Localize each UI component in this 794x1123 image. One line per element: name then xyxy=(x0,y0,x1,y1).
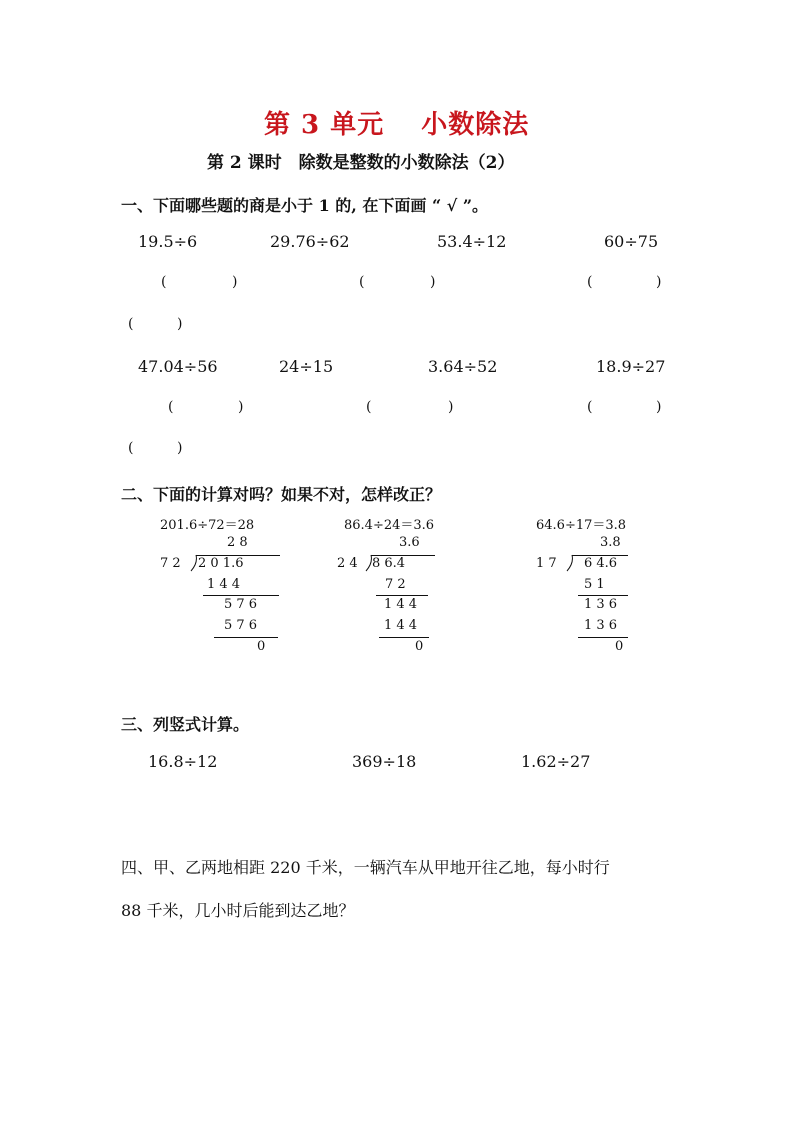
problem-2-4: 18.9÷27 xyxy=(596,357,666,376)
division-bracket-icon xyxy=(566,554,574,572)
division-bracket-icon xyxy=(190,554,198,572)
answer-paren-close: ) xyxy=(232,274,238,290)
section3-heading: 三、列竖式计算。 xyxy=(121,715,250,734)
vertical-calc-problem-1: 16.8÷12 xyxy=(148,752,218,771)
answer-paren-open: ( xyxy=(128,440,134,456)
calc3-remainder: 0 xyxy=(615,639,624,654)
answer-paren-open: ( xyxy=(587,274,593,290)
calc1-step: 5 7 6 xyxy=(224,597,258,612)
calc3-equation: 64.6÷17＝3.8 xyxy=(536,518,627,533)
answer-paren-open: ( xyxy=(161,274,167,290)
word-problem-line2: 88 千米，几小时后能到达乙地？ xyxy=(121,901,355,920)
section2-heading: 二、下面的计算对吗？如果不对，怎样改正？ xyxy=(121,485,442,504)
problem-1-2: 29.76÷62 xyxy=(270,232,350,251)
answer-paren-close: ) xyxy=(448,399,454,415)
vertical-calc-problem-2: 369÷18 xyxy=(352,752,417,771)
answer-paren-open: ( xyxy=(366,399,372,415)
calc1-divisor: 7 2 xyxy=(160,556,181,571)
word-problem-line1: 四、甲、乙两地相距 220 千米，一辆汽车从甲地开往乙地，每小时行 xyxy=(121,858,610,877)
page-title: 第 3 单元 小数除法 xyxy=(264,110,530,140)
calc2-equation: 86.4÷24＝3.6 xyxy=(344,518,435,533)
calc3-step: 5 1 xyxy=(584,577,605,592)
section1-heading: 一、下面哪些题的商是小于 1 的, 在下面画 “ √ ”。 xyxy=(121,196,489,215)
problem-1-1: 19.5÷6 xyxy=(138,232,198,251)
problem-2-1: 47.04÷56 xyxy=(138,357,218,376)
page-subtitle: 第 2 课时 除数是整数的小数除法（2） xyxy=(207,153,515,173)
calc2-dividend: 8 6.4 xyxy=(372,556,406,571)
calc1-step: 5 7 6 xyxy=(224,618,258,633)
calc3-dividend: 6 4.6 xyxy=(584,556,618,571)
calc2-step: 1 4 4 xyxy=(384,597,418,612)
answer-paren-close: ) xyxy=(177,316,183,332)
calc2-step: 1 4 4 xyxy=(384,618,418,633)
answer-paren-open: ( xyxy=(359,274,365,290)
problem-1-4: 60÷75 xyxy=(604,232,659,251)
vertical-calc-problem-3: 1.62÷27 xyxy=(521,752,591,771)
answer-paren-close: ) xyxy=(656,274,662,290)
problem-1-3: 53.4÷12 xyxy=(437,232,507,251)
calc3-step: 1 3 6 xyxy=(584,618,618,633)
calc1-step: 1 4 4 xyxy=(207,577,241,592)
answer-paren-close: ) xyxy=(656,399,662,415)
calc2-step: 7 2 xyxy=(385,577,406,592)
answer-paren-close: ) xyxy=(238,399,244,415)
calc1-equation: 201.6÷72＝28 xyxy=(160,518,255,533)
calc1-dividend: 2 0 1.6 xyxy=(198,556,244,571)
answer-paren-close: ) xyxy=(177,440,183,456)
calc2-divisor: 2 4 xyxy=(337,556,358,571)
problem-2-2: 24÷15 xyxy=(279,357,334,376)
calc3-step: 1 3 6 xyxy=(584,597,618,612)
calc1-remainder: 0 xyxy=(257,639,266,654)
answer-paren-open: ( xyxy=(587,399,593,415)
answer-paren-open: ( xyxy=(168,399,174,415)
calc1-quotient: 2 8 xyxy=(227,535,248,550)
answer-paren-open: ( xyxy=(128,316,134,332)
calc2-remainder: 0 xyxy=(415,639,424,654)
calc3-quotient: 3.8 xyxy=(600,535,621,550)
calc3-divisor: 1 7 xyxy=(536,556,557,571)
problem-2-3: 3.64÷52 xyxy=(428,357,498,376)
calc2-quotient: 3.6 xyxy=(399,535,420,550)
answer-paren-close: ) xyxy=(430,274,436,290)
